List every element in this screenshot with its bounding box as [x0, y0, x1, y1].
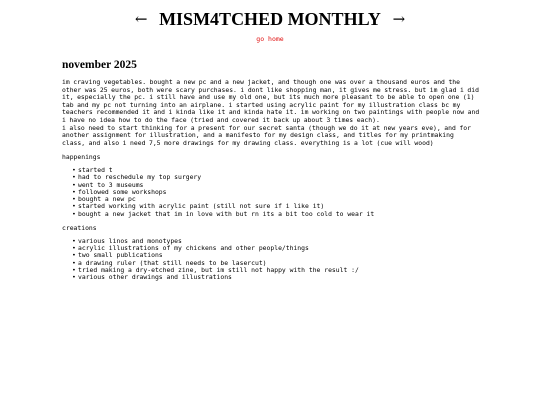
list-item: • started t [72, 167, 480, 174]
home-link-container [0, 34, 540, 44]
go-home-link[interactable]: go home [256, 35, 284, 43]
happenings-heading: happenings [62, 153, 101, 162]
site-header [0, 8, 540, 30]
prev-month-arrow[interactable]: ← [134, 10, 148, 28]
list-item: • a drawing ruler (that still needs to be lasercut) [72, 260, 480, 267]
list-item: • started working with acrylic paint (still not sure if i like it) [72, 203, 480, 210]
list-item: • went to 3 museums [72, 182, 480, 189]
site-title: MISM4TCHED MONTHLY [159, 9, 381, 29]
list-item: • bought a new jacket that im in love with but rn its a bit too cold to wear it [72, 211, 480, 218]
list-item: • tried making a dry-etched zine, but im still not happy with the result :/ [72, 267, 480, 274]
creations-list [62, 238, 480, 282]
post-paragraph: i also need to start thinking for a present for our secret santa (though we do it at new years eve), and for another assignment for illustration, and a manifesto for my design class, and titles for my printmaking class, and also i need 7,5 more drawings for my drawing class. everything is a lot (cue will wood) [62, 123, 471, 147]
list-item: • two small publications [72, 252, 480, 259]
list-item: • followed some workshops [72, 189, 480, 196]
list-item: • bought a new pc [72, 196, 480, 203]
post-paragraph: im craving vegetables. bought a new pc and a new jacket, and though one was over a thousand euros and the other was 25 euros, both were scary purchases. i dont like shopping man, it gives me stress. but im glad i did it, especially the pc. i still have and use my old one, but its much more pleasant to be able to open one (1) tab and my pc not turning into an airplane. i started using acrylic paint for my illustration class bc my teachers recommended it and i kinda like it and kinda hate it. im working on two paintings with people now and i have no idea how to do the face (tried and covered it back up about 3 times each). [62, 78, 480, 124]
list-item: • acrylic illustrations of my chickens and other people/things [72, 245, 480, 252]
post-content [62, 58, 480, 281]
creations-heading: creations [62, 224, 97, 233]
happenings-list [62, 167, 480, 218]
list-item: • had to reschedule my top surgery [72, 174, 480, 181]
list-item: • various other drawings and illustrations [72, 274, 480, 281]
list-item: • various linos and monotypes [72, 238, 480, 245]
next-month-arrow[interactable]: → [392, 10, 406, 28]
post-month-heading: november 2025 [62, 59, 137, 71]
